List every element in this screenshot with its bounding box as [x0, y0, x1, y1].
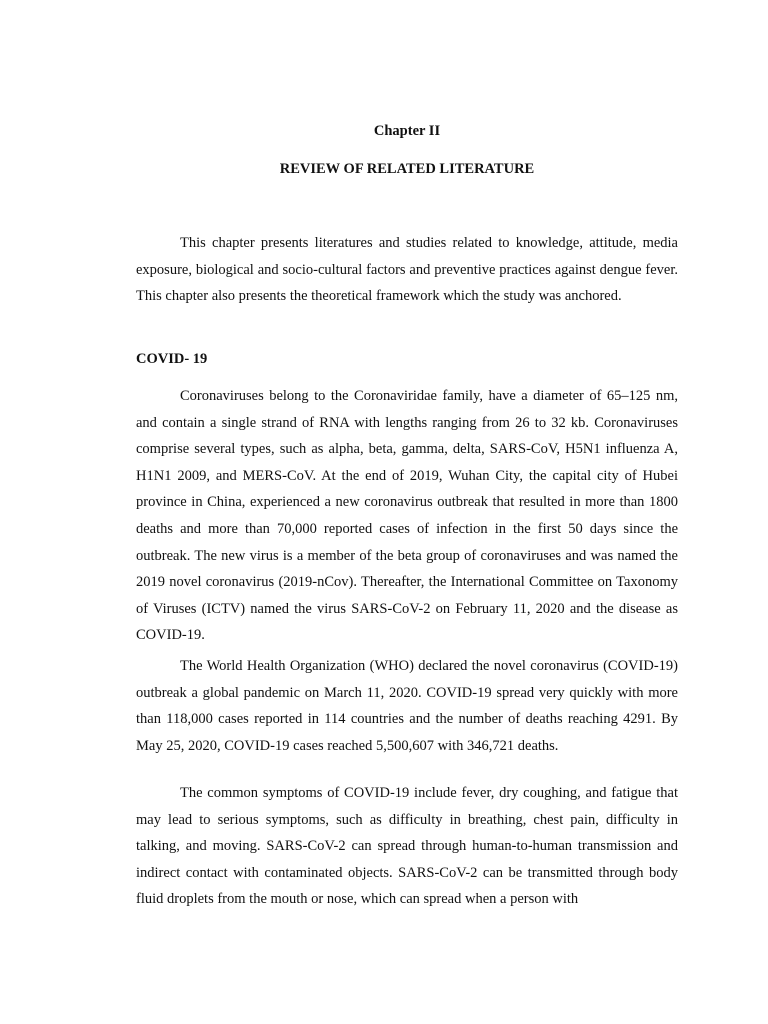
paragraph-coronaviruses: Coronaviruses belong to the Coronaviridae family, have a diameter of 65–125 nm, and contain a single strand of RNA with lengths ranging from 26 to 32 kb. Coronaviruses comprise several types, such as alpha, beta, gamma, delta, SARS-CoV, H5N1 influenza A, H1N1 2009, and MERS-CoV. At the end of 2019, Wuhan City, the capital city of Hubei province in China, experienced a new coronavirus outbreak that resulted in more than 1800 deaths and more than 70,000 reported cases of infection in the first 50 days since the outbreak. The new virus is a member of the beta group of coronaviruses and was named the 2019 novel coronavirus (2019-nCov). Thereafter, the International Committee on Taxonomy of Viruses (ICTV) named the virus SARS-CoV-2 on February 11, 2020 and the disease as COVID-19. [136, 388, 678, 644]
chapter-number: Chapter II [373, 123, 441, 139]
paragraph-symptoms: The common symptoms of COVID-19 include fever, dry coughing, and fatigue that may lead to serious symptoms, such as difficulty in breathing, chest pain, difficulty in talking, and moving. SARS-CoV-2 can spread through human-to-human transmission and indirect contact with contaminated objects. SARS-CoV-2 can be transmitted through body fluid droplets from the mouth or nose, which can spread when a person with [136, 785, 678, 908]
chapter-title: REVIEW OF RELATED LITERATURE [279, 161, 535, 177]
intro-paragraph: This chapter presents literatures and studies related to knowledge, attitude, media exposure, biological and socio-cultural factors and preventive practices against dengue fever. This chapter also presents the theoretical framework which the study was anchored. [136, 235, 678, 305]
section-heading-covid-19: COVID- 19 [136, 351, 208, 367]
paragraph-who-declaration: The World Health Organization (WHO) declared the novel coronavirus (COVID-19) outbreak a global pandemic on March 11, 2020. COVID-19 spread very quickly with more than 118,000 cases reported in 114 countries and the number of deaths reaching 4291. By May 25, 2020, COVID-19 cases reached 5,500,607 with 346,721 deaths. [136, 658, 678, 754]
